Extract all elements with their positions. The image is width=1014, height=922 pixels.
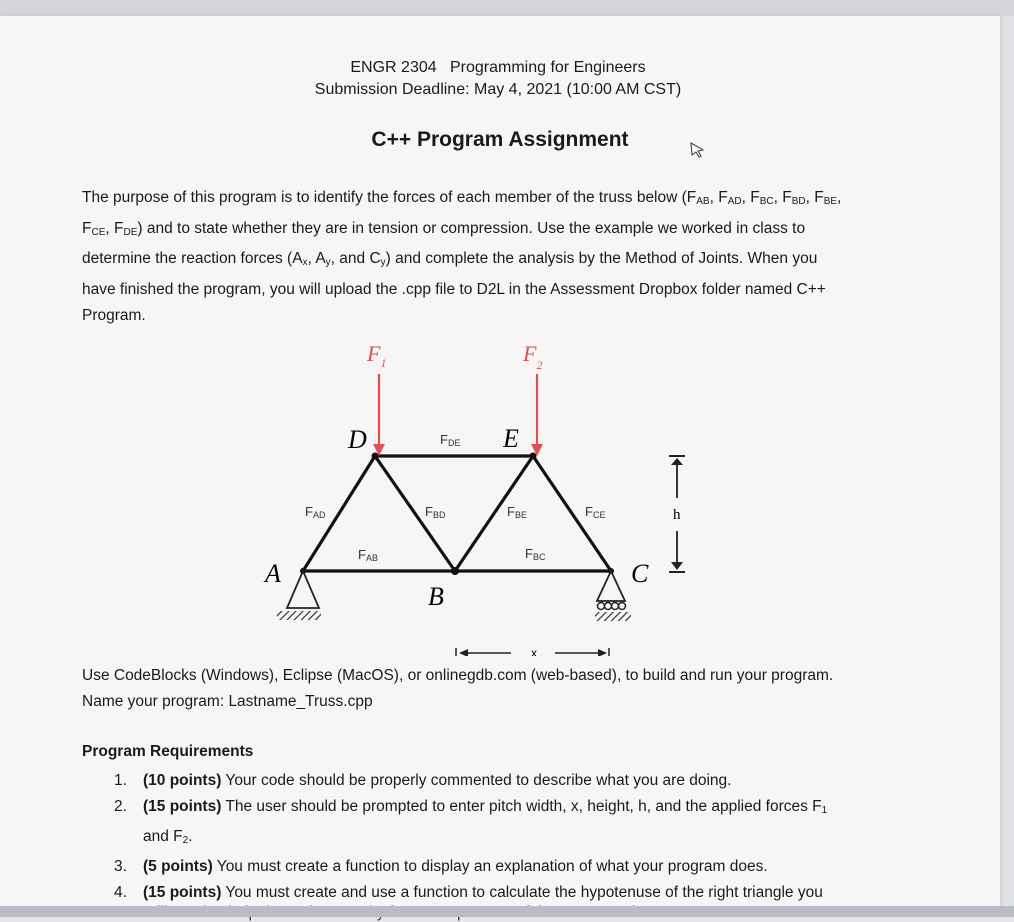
intro-line-4: have finished the program, you will upload the .cpp file to D2L in the Assessment Dropbox folder named C++ [82,280,826,298]
ground-hatch-c [595,612,631,621]
joint-b [451,567,459,575]
force-list-2: $F_{CE}$, $F_{DE}$) [82,219,143,238]
roller-support-c [597,571,625,601]
intro-line-1: The purpose of this program is to identify the forces of each member of the truss below ($F_{AB}$, $F_{AD}$, $F_{BC}$, $F_{BD}$, $F_{BE}$, [82,189,842,207]
intro-paragraph [82,185,917,330]
roller-wheels [598,603,626,610]
joint-e [530,453,537,460]
label-fad: FAD [305,504,326,520]
label-fce: FCE [585,504,606,520]
force-subscript: BD [791,196,806,207]
force-symbol: F [782,189,792,206]
width-arrow-right [598,649,607,656]
node-c-label: C [631,559,649,588]
requirement-2: 2. (15 points) The user should be prompted to enter pitch width, x, height, h, and the applied forces $F_1$ and $F_2$. [114,798,828,846]
height-arrow-down [671,562,683,570]
truss-diagram [255,326,715,656]
course-line: ENGR 2304 Programming for Engineers [350,59,646,76]
deadline-line: Submission Deadline: May 4, 2021 (10:00 AM CST) [314,81,682,98]
force-symbol: F [750,189,760,206]
force-f2-label: $F_2$ [523,341,543,372]
force-subscript: DE [123,226,138,238]
requirement-1: 1. (10 points) Your code should be properly commented to describe what you are doing. [114,772,732,789]
pin-support-a [287,571,319,608]
intro-line-2: $F_{CE}$, $F_{DE}$) and to state whether they are in tension or compression. Use the example we worked in class to [82,219,806,238]
force-subscript: AD [727,196,742,207]
mouse-cursor-icon [689,141,707,159]
force-list-1: $F_{AB}$, $F_{AD}$, $F_{BC}$, $F_{BD}$, $F_{BE}$, [686,189,842,207]
force-symbol: F [82,219,92,237]
label-fbe: FBE [507,504,527,520]
label-fbd: FBD [425,504,446,520]
document-page [0,16,1000,906]
requirements-heading: Program Requirements [82,743,254,760]
force-subscript: BE [823,196,838,207]
joint-d [372,453,379,460]
height-label: h [673,507,681,523]
usage-line-1: Use CodeBlocks (Windows), Eclipse (MacOS), or onlinegdb.com (web-based), to build and run your program. [82,667,834,684]
force-subscript: BC [759,196,774,207]
force-subscript: AB [696,196,710,207]
intro-line-3: determine the reaction forces ($A_x$, $A_y$, and $C_y$) and complete the analysis by the Method of Joints. When you [82,250,818,268]
force-symbol: F [718,189,728,206]
node-a-label: A [265,559,281,588]
node-b-label: B [428,582,444,611]
width-label: x [531,646,537,656]
label-fab: FAB [358,547,378,563]
monitor-bottom-edge [0,906,1014,917]
monitor-top-edge [0,0,1014,16]
node-d-label: D [348,425,367,454]
intro-line-5: Program. [82,307,146,324]
node-e-label: E [503,424,519,453]
usage-line-2: Name your program: Lastname_Truss.cpp [82,693,373,710]
requirement-4: 4. (15 points) You must create and use a function to calculate the hypotenuse of the right triangle you [114,884,823,901]
label-fde: FDE [440,432,461,448]
requirement-3: 3. (5 points) You must create a function to display an explanation of what your program does. [114,858,768,875]
label-fbc: FBC [525,546,546,562]
ground-hatch-a [277,611,321,620]
force-symbol: F [686,189,697,206]
monitor-right-edge [1000,16,1014,906]
force-subscript: CE [91,226,106,238]
page-title: C++ Program Assignment [371,128,629,151]
force-symbol: F [114,219,124,237]
force-f1-label: $F_1$ [367,341,387,370]
force-symbol: F [814,189,824,206]
requirements-list [114,768,934,906]
usage-paragraph [82,663,833,715]
